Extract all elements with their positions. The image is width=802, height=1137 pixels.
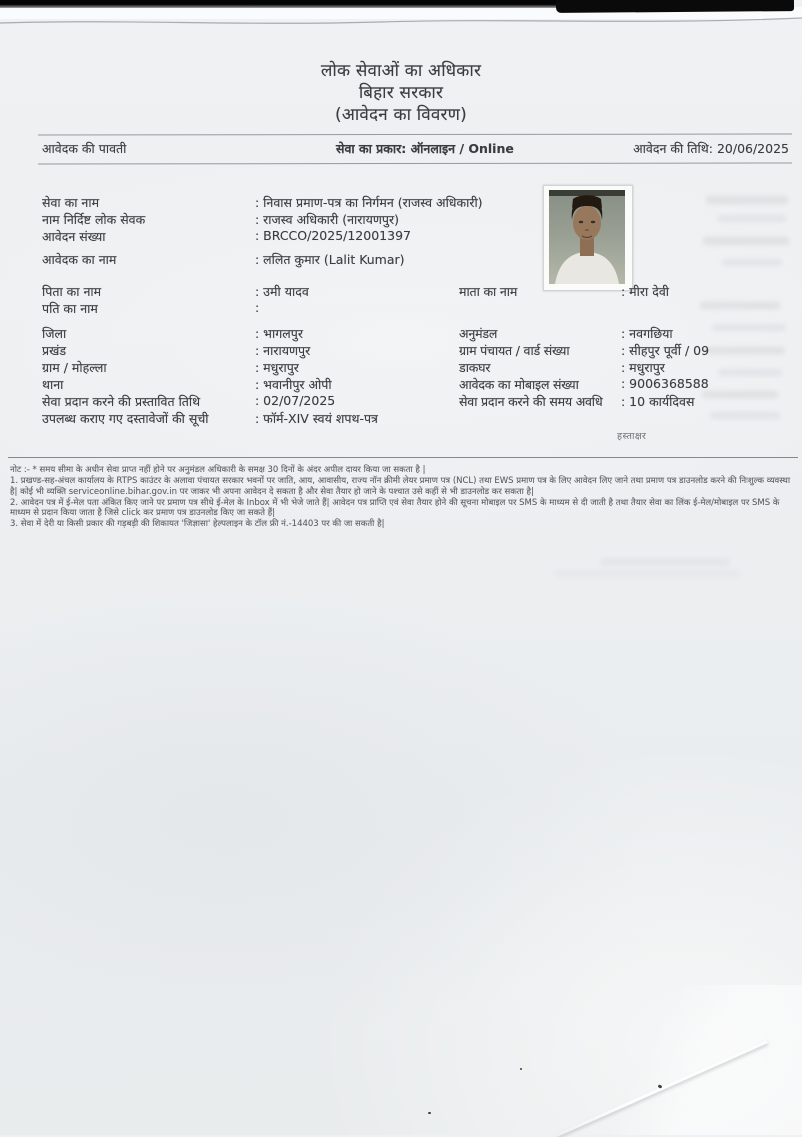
application-date: आवेदन की तिथि: 20/06/2025 bbox=[633, 141, 789, 156]
field-value: : 02/07/2025 bbox=[255, 393, 336, 408]
paper-speck bbox=[428, 1112, 431, 1114]
field-value: : नारायणपुर bbox=[255, 343, 311, 358]
page-title-line2: बिहार सरकार bbox=[358, 83, 444, 103]
field-label: डाकघर bbox=[459, 360, 491, 375]
field-label: पिता का नाम bbox=[42, 284, 102, 299]
field-value: : bbox=[255, 300, 260, 315]
field-label: नाम निर्दिष्ट लोक सेवक bbox=[42, 212, 146, 227]
field-label: ग्राम पंचायत / वार्ड संख्या bbox=[459, 343, 570, 358]
field-value: : ललित कुमार (Lalit Kumar) bbox=[255, 252, 405, 267]
signature-label: हस्ताक्षर bbox=[617, 431, 647, 442]
field-label: आवेदन संख्या bbox=[42, 229, 106, 244]
scanner-edge-corner bbox=[556, 0, 794, 13]
receipt-type-label: आवेदक की पावती bbox=[42, 141, 127, 156]
field-row-father-mother bbox=[0, 283, 802, 300]
field-row-service-name bbox=[0, 194, 802, 211]
note-line-1: 1. प्रखण्ड-सह-अंचल कार्यालय के RTPS काउंटर के अलावा पंचायत सरकार भवनों पर जाति, आय, आवासीय, राज्य नॉन क्रीमी लेयर प्रमाण पत्र (NCL) तथा EWS प्रमाण पत्र के लिए आवेदन लिए जाने तथा प्रमाण पत्र डाउनलोड करने की निःशुल्क व्यवस्था है| कोई भी व्यक्ति serviceonline.bihar.gov.in पर जाकर भी अपना आवेदन दे सकता है और सेवा तैयार हो जाने के पश्चात उसे कहीं से भी डाउनलोड कर सकता है| bbox=[10, 476, 791, 497]
field-value: : भागलपुर bbox=[255, 326, 303, 341]
field-value: : राजस्व अधिकारी (नारायणपुर) bbox=[255, 212, 400, 227]
field-value: : फॉर्म-XIV स्वयं शपथ-पत्र bbox=[255, 411, 378, 426]
field-label: सेवा प्रदान करने की समय अवधि bbox=[459, 394, 603, 409]
field-value: : मीरा देवी bbox=[621, 284, 670, 299]
field-label: सेवा का नाम bbox=[42, 195, 100, 210]
notes-section bbox=[10, 465, 796, 531]
divider-top bbox=[38, 133, 792, 135]
scanner-edge-strip bbox=[0, 0, 572, 8]
divider-meta bbox=[38, 162, 792, 164]
field-row-district-subdivision bbox=[0, 325, 802, 342]
field-row-police-mobile bbox=[0, 376, 802, 393]
field-label: माता का नाम bbox=[459, 284, 518, 299]
field-row-village-postoffice bbox=[0, 359, 802, 376]
service-type bbox=[336, 140, 514, 157]
field-label: आवेदक का मोबाइल संख्या bbox=[459, 377, 579, 392]
field-row-application-number bbox=[0, 228, 802, 245]
document-header bbox=[0, 60, 802, 126]
note-line-2: 2. आवेदन पत्र में ई-मेल पता अंकित किए जाने पर प्रमाण पत्र सीधे ई-मेल के Inbox में भी भेजे जाते हैं| आवेदन पत्र प्राप्ति एवं सेवा तैयार होने की सूचना मोबाइल पर SMS के माध्यम से दी जाती है तथा तैयार सेवा का लिंक ई-मेल/मोबाइल पर SMS के माध्यम से प्रदान किया जाता है जिसे click कर प्रमाण पत्र डाउनलोड किए जा सकते हैं| bbox=[10, 497, 780, 519]
page-title-line3: (आवेदन का विवरण) bbox=[335, 105, 467, 125]
paper-fold-highlight bbox=[532, 985, 802, 1135]
field-row-applicant-name bbox=[0, 251, 802, 268]
field-value: : भवानीपुर ओपी bbox=[255, 377, 332, 392]
field-row-public-servant bbox=[0, 211, 802, 228]
field-label: पति का नाम bbox=[42, 301, 98, 316]
field-row-husband bbox=[0, 300, 802, 317]
service-type-label: सेवा का प्रकार: ऑनलाइन / bbox=[336, 141, 469, 156]
paper-speck bbox=[520, 1068, 522, 1070]
field-label: थाना bbox=[42, 377, 64, 392]
note-line-appeal: नोट :- * समय सीमा के अधीन सेवा प्राप्त नहीं होने पर अनुमंडल अधिकारी के समक्ष 30 दिनों के अंदर अपील दायर किया जा सकता है | bbox=[10, 465, 426, 475]
field-value: : सीहपुर पूर्वी / 09 bbox=[621, 343, 710, 358]
field-label: प्रखंड bbox=[42, 343, 67, 358]
note-line-3: 3. सेवा में देरी या किसी प्रकार की गड़बड़ी की शिकायत 'जिज्ञासा' हेल्पलाइन के टॉल फ्री नं.-14403 पर की जा सकती है| bbox=[10, 519, 385, 530]
field-label: ग्राम / मोहल्ला bbox=[42, 360, 107, 375]
field-value: : निवास प्रमाण-पत्र का निर्गमन (राजस्व अधिकारी) bbox=[255, 195, 483, 210]
field-value: : उमी यादव bbox=[255, 284, 309, 299]
bleed-through-mark bbox=[600, 558, 730, 566]
service-type-mode: Online bbox=[468, 141, 514, 156]
divider-notes bbox=[8, 457, 798, 458]
field-label: उपलब्ध कराए गए दस्तावेजों की सूची bbox=[42, 411, 209, 426]
field-row-proposed-date-duration bbox=[0, 393, 802, 410]
field-row-block-panchayat bbox=[0, 342, 802, 359]
bleed-through-mark bbox=[555, 570, 740, 577]
field-label: अनुमंडल bbox=[459, 326, 498, 341]
paper-edge-line bbox=[0, 13, 802, 33]
field-value: : मधुरापुर bbox=[621, 360, 665, 375]
field-value: : 9006368588 bbox=[621, 376, 709, 391]
field-value: : मधुरापुर bbox=[255, 360, 299, 375]
page-title-line1: लोक सेवाओं का अधिकार bbox=[320, 61, 482, 81]
field-value: : 10 कार्यदिवस bbox=[621, 394, 695, 409]
field-label: जिला bbox=[42, 326, 67, 341]
field-value: : BRCCO/2025/12001397 bbox=[255, 228, 411, 243]
field-value: : नवगछिया bbox=[621, 326, 673, 341]
field-label: सेवा प्रदान करने की प्रस्तावित तिथि bbox=[42, 394, 201, 409]
field-row-documents-list bbox=[0, 410, 802, 427]
field-label: आवेदक का नाम bbox=[42, 252, 117, 267]
